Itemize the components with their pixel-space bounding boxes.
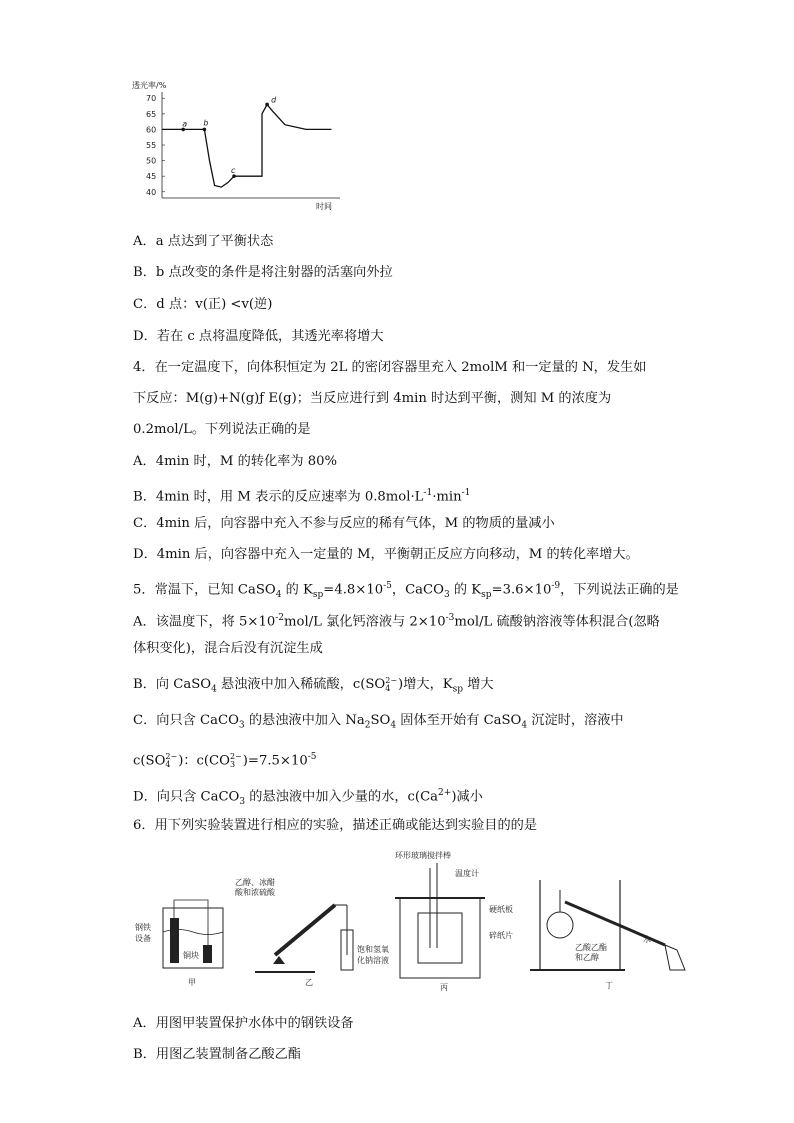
caption-jia: 甲 (188, 978, 196, 987)
label-copper: 铜块 (183, 951, 199, 960)
steel-equipment (170, 918, 179, 963)
y-tick-label: 45 (146, 172, 157, 182)
point-d (265, 103, 269, 107)
q5-stem: 5．常温下，已知 CaSO$_4$ 的 $K_{sp}=4.8\times 10^{-5}$，CaCO$_3$ 的 $K_{sp}=3.6\times 10^{-9}$，下列说法正确的是 (133, 581, 679, 601)
q3-option-b: B．b 点改变的条件是将注射器的活塞向外拉 (133, 265, 393, 280)
label-bing-1: 环形玻璃搅拌棒 (395, 851, 451, 860)
q5-option-d: D．向只含 CaCO$_3$ 的悬浊液中加入少量的水，$c(Ca^{2+})$减小 (133, 788, 483, 808)
label-ding-1: 水 (643, 935, 651, 944)
label-steel-2: 设备 (135, 934, 151, 943)
transmittance-curve (162, 105, 332, 188)
q4-option-d: D．4min 后，向容器中充入一定量的 M，平衡朝正反应方向移动，M 的转化率增大。 (133, 547, 639, 562)
figure-yi (235, 860, 389, 990)
label-ding-3: 和乙醇 (575, 953, 599, 962)
point-b (203, 128, 207, 132)
caption-yi: 乙 (305, 978, 313, 987)
label-bing-3: 硬纸板 (489, 905, 513, 914)
point-label-a: a (182, 119, 188, 129)
label-steel-1: 钢铁 (135, 923, 151, 932)
q3-option-d: D．若在 c 点将温度降低，其透光率将增大 (133, 329, 384, 344)
figure-bing (385, 848, 520, 993)
y-tick-label: 65 (146, 109, 157, 119)
q4-stem-line2: 下反应：M(g)+N(g)ƒ E(g)；当反应进行到 4min 时达到平衡，测知 M 的浓度为 (133, 391, 612, 406)
q3-option-c: C．d 点：v(正) <v(逆) (133, 297, 273, 312)
test-tube (275, 905, 335, 955)
copper-block (203, 945, 212, 963)
q6-option-a: A．用图甲装置保护水体中的钢铁设备 (133, 1016, 354, 1031)
q4-option-b: B．4min 时，用 M 表示的反应速率为 $0.8mol\cdot L^{-1}\cdot\min^{-1}$ (133, 488, 471, 505)
label-yi-4: 化钠溶液 (357, 956, 389, 965)
y-tick-label: 70 (146, 94, 157, 104)
inner-beaker (418, 913, 462, 963)
wire (174, 900, 208, 945)
label-yi-2: 酸和浓硫酸 (235, 888, 275, 897)
q4-option-a: A．4min 时，M 的转化率为 80% (133, 454, 338, 469)
chart-points (181, 95, 277, 178)
label-yi-3: 饱和氢氧 (357, 945, 389, 954)
q5-option-a-line1: A．该温度下，将 $5\times 10^{-2}mol/L$ 氯化钙溶液与 $2\times 10^{-3}mol/L$ 硫酸钠溶液等体积混合(忽略 (133, 613, 660, 630)
figure-jia (133, 890, 228, 990)
label-ding-2: 乙酸乙酯 (575, 943, 607, 952)
caption-bing: 丙 (440, 983, 448, 992)
q3-option-a: A．a 点达到了平衡状态 (133, 234, 274, 249)
q6-stem: 6．用下列实验装置进行相应的实验，描述正确或能达到实验目的的是 (133, 818, 538, 833)
conical-flask (665, 945, 685, 970)
q6-option-b: B．用图乙装置制备乙酸乙酯 (133, 1047, 301, 1062)
q4-option-c: C．4min 后，向容器中充入不参与反应的稀有气体，M 的物质的量减小 (133, 516, 555, 531)
y-tick-label: 60 (146, 125, 157, 135)
y-tick-label: 50 (146, 156, 157, 166)
q4-stem-line3: 0.2mol/L。下列说法正确的是 (133, 422, 311, 437)
y-tick-label: 40 (146, 187, 157, 197)
x-axis-label: 时间 (316, 202, 332, 211)
figure-ding (525, 870, 690, 1000)
label-bing-2: 温度计 (455, 869, 479, 878)
q5-option-b: B．向 CaSO$_4$ 悬浊液中加入稀硫酸，c(SO2− 4 )增大，$K_{sp}$ 增大 (133, 675, 494, 695)
y-axis-label: 透光率/% (132, 81, 167, 90)
q5-option-c-line1: C．向只含 CaCO$_3$ 的悬浊液中加入 $Na_2SO_4$ 固体至开始有 CaSO$_4$ 沉淀时，溶液中 (133, 713, 624, 731)
outer-beaker (400, 898, 480, 978)
caption-ding: 丁 (605, 981, 613, 990)
burner (273, 956, 285, 964)
transmittance-chart (130, 80, 360, 215)
q4-stem-line1: 4．在一定温度下，向体积恒定为 2L 的密闭容器里充入 2molM 和一定量的 N，发生如 (133, 360, 647, 375)
point-label-c: c (231, 166, 236, 176)
label-bing-4: 碎纸片 (489, 931, 513, 940)
q5-option-c-line2: c(SO2− 4 )：c(CO2− 3 )$=7.5\times 10^{-5}$ (133, 751, 317, 769)
distilling-flask (547, 912, 573, 938)
q5-option-a-line2: 体积变化)，混合后没有沉淀生成 (133, 641, 323, 656)
label-yi-1: 乙醇、冰醋 (235, 878, 275, 887)
point-label-d: d (271, 95, 277, 105)
y-tick-label: 55 (146, 141, 157, 150)
point-label-b: b (203, 118, 209, 128)
